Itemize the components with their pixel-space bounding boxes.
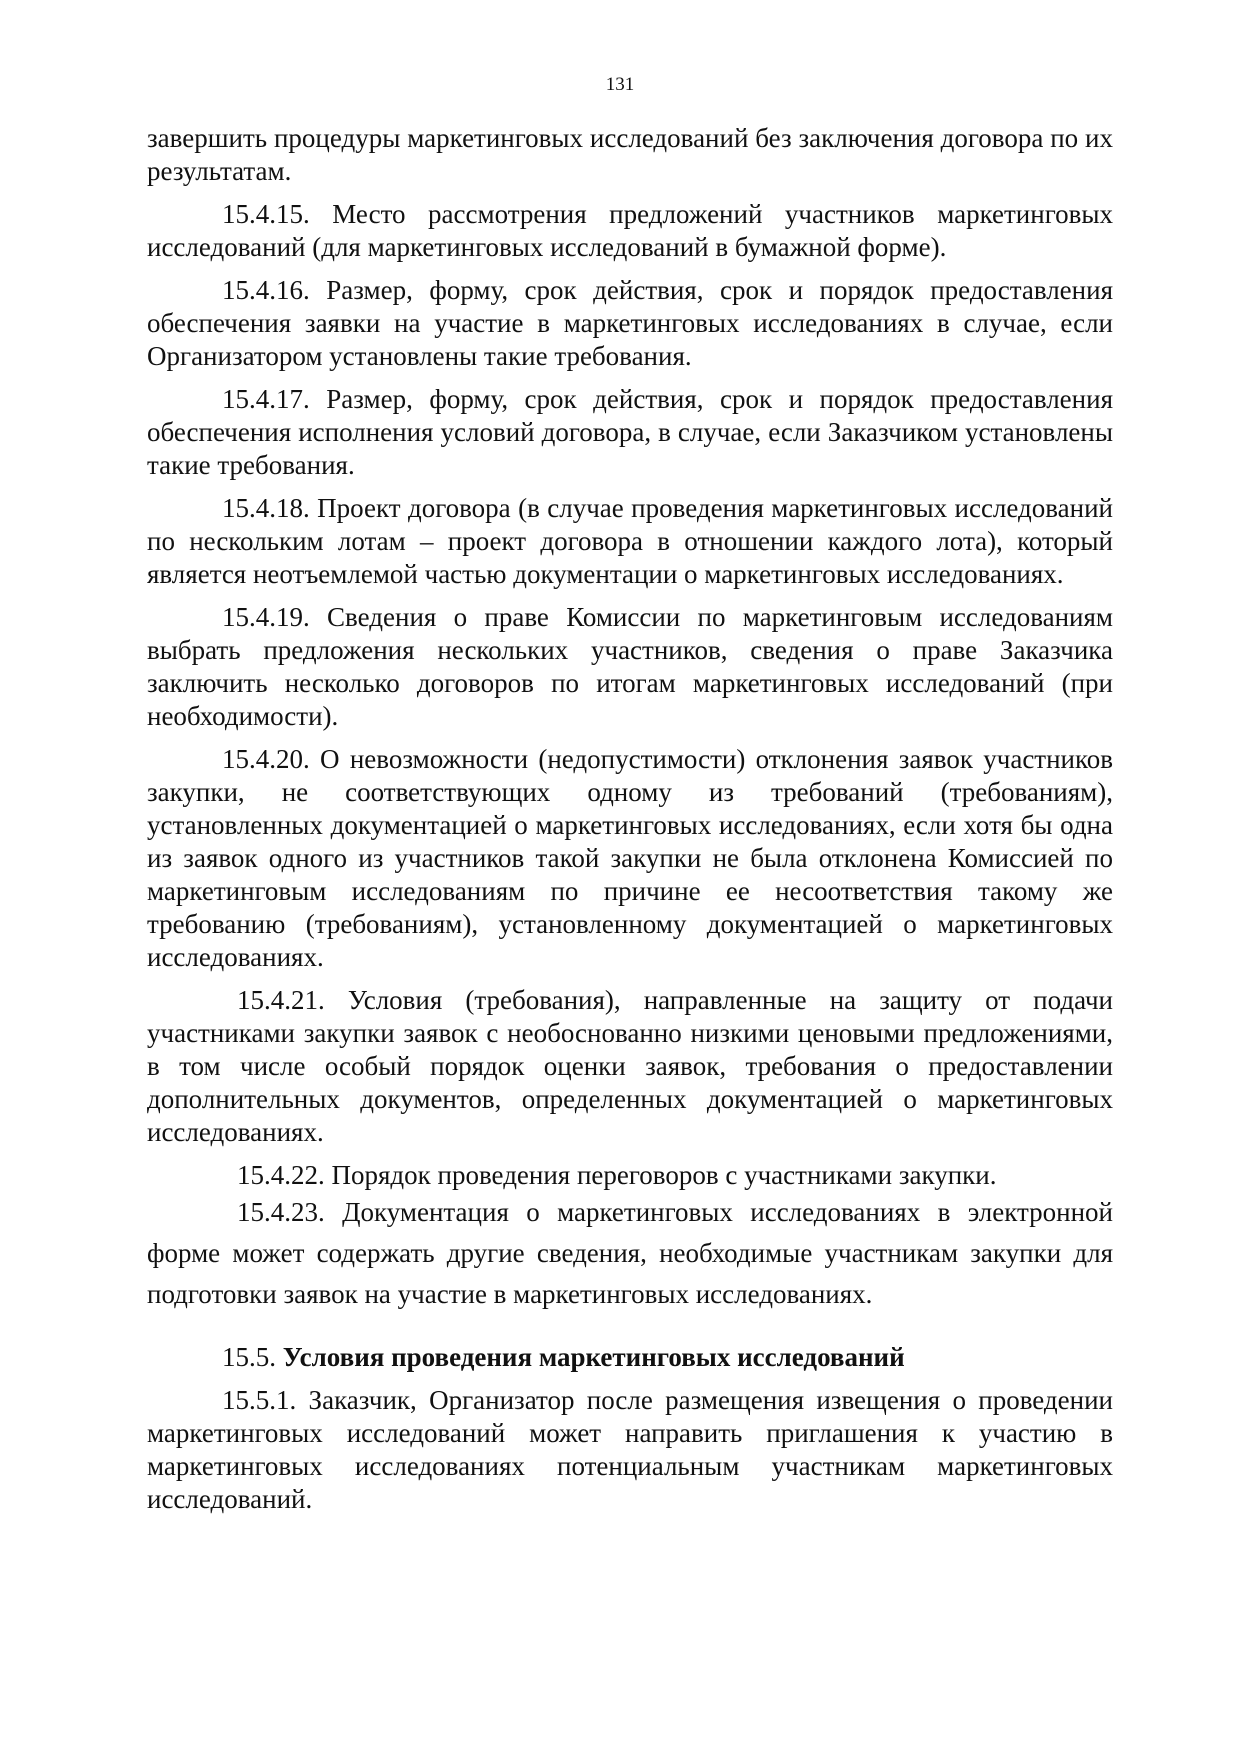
paragraph-15-4-17: 15.4.17. Размер, форму, срок действия, срок и порядок предоставления обеспечения исполнения условий договора, в случае, если Заказчиком установлены такие требования. <box>147 384 1113 480</box>
paragraph-15-4-18: 15.4.18. Проект договора (в случае проведения маркетинговых исследований по нескольким лотам – проект договора в отношении каждого лота), который является неотъемлемой частью документации о маркетинговых исследованиях. <box>147 493 1113 589</box>
paragraph-15-4-21: 15.4.21. Условия (требования), направленные на защиту от подачи участниками закупки заявок с необоснованно низкими ценовыми предложениями, в том числе особый порядок оценки заявок, требования о предоставлении дополнительных документов, определенных документацией о маркетинговых исследованиях. <box>147 985 1113 1147</box>
paragraph-15-5-1: 15.5.1. Заказчик, Организатор после размещения извещения о проведении маркетинговых исследований может направить приглашения к участию в маркетинговых исследованиях потенциальным участникам маркетинговых исследований. <box>147 1385 1113 1514</box>
section-heading <box>147 1341 1113 1374</box>
paragraph-15-4-22: 15.4.22. Порядок проведения переговоров с участниками закупки. <box>237 1160 997 1190</box>
section-number: 15.5. <box>222 1342 276 1372</box>
paragraph-15-4-20: 15.4.20. О невозможности (недопустимости) отклонения заявок участников закупки, не соответствующих одному из требований (требованиям), установленных документацией о маркетинговых исследованиях, если хотя бы одна из заявок одного из участников такой закупки не была отклонена Комиссией по маркетинговым исследованиям по причине ее несоответствия такому же требованию (требованиям), установленному документацией о маркетинговых исследованиях. <box>147 744 1113 972</box>
document-body <box>147 122 1113 1526</box>
paragraph-15-4-15: 15.4.15. Место рассмотрения предложений участников маркетинговых исследований (для маркетинговых исследований в бумажной форме). <box>147 199 1113 262</box>
section-title: Условия проведения маркетинговых исследований <box>282 1342 905 1372</box>
paragraph-15-4-16: 15.4.16. Размер, форму, срок действия, срок и порядок предоставления обеспечения заявки на участие в маркетинговых исследованиях в случае, если Организатором установлены такие требования. <box>147 275 1113 371</box>
paragraph-continuation: завершить процедуры маркетинговых исследований без заключения договора по их результатам. <box>147 123 1113 186</box>
paragraph-15-4-23: 15.4.23. Документация о маркетинговых исследованиях в электронной форме может содержать другие сведения, необходимые участникам закупки для подготовки заявок на участие в маркетинговых исследованиях. <box>147 1197 1113 1309</box>
page-number: 131 <box>605 74 635 95</box>
paragraph-15-4-19: 15.4.19. Сведения о праве Комиссии по маркетинговым исследованиям выбрать предложения нескольких участников, сведения о праве Заказчика заключить несколько договоров по итогам маркетинговых исследований (при необходимости). <box>147 602 1113 731</box>
